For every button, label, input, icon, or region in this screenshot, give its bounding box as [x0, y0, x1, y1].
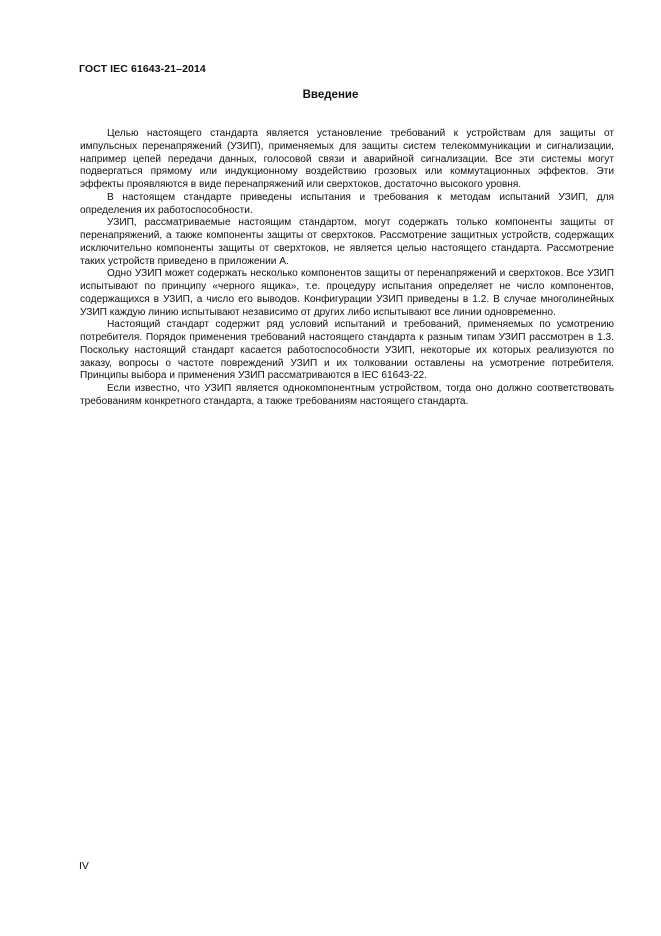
paragraph: В настоящем стандарте приведены испытания и требования к методам испытаний УЗИП, для определения их работоспособности.	[80, 191, 614, 216]
paragraph: Если известно, что УЗИП является однокомпонентным устройством, тогда оно должно соответствовать требованиям конкретного стандарта, а также требованиям настоящего стандарта.	[80, 383, 614, 407]
page-number: IV	[79, 860, 89, 872]
paragraph: Одно УЗИП может содержать несколько компонентов защиты от перенапряжений и сверхтоков. Все УЗИП испытывают по принципу «черного ящика», т.е. процедуру испытания определяет не число компонентов, содержащихся в УЗИП, а число его выводов. Конфигурации УЗИП приведены в 1.2. В случае многолинейных УЗИП каждую линию испытывают независимо от других либо испытывают все линии одновременно.	[80, 268, 614, 318]
paragraph: УЗИП, рассматриваемые настоящим стандартом, могут содержать только компоненты защиты от перенапряжений, а также компоненты защиты от сверхтоков. Рассмотрение защитных устройств, содержащих исключительно компоненты защиты от сверхтоков, не является целью настоящего стандарта. Рассмотрение таких устройств приведено в приложении А.	[80, 217, 614, 267]
section-title: Введение	[302, 89, 359, 101]
paragraph: Настоящий стандарт содержит ряд условий испытаний и требований, применяемых по усмотрению потребителя. Порядок применения требований настоящего стандарта к разным типам УЗИП рассмотрен в 1.3. Поскольку настоящий стандарт касается работоспособности УЗИП, некоторые их которых реализуются по заказу, вопросы о частоте повреждений УЗИП и их толковании оставлены на усмотрение потребителя. Принципы выбора и применения УЗИП рассматриваются в IEC 61643-22.	[80, 319, 614, 382]
introduction-body	[80, 128, 614, 409]
standard-code-header: ГОСТ IEC 61643-21–2014	[79, 63, 206, 75]
paragraph: Целью настоящего стандарта является установление требований к устройствам для защиты от импульсных перенапряжений (УЗИП), применяемых для защиты систем телекоммуникации и сигнализации, например цепей передачи данных, голосовой связи и аварийной сигнализации. Все эти системы могут подвергаться прямому или индукционному воздействию грозовых или коммутационных эффектов. Эти эффекты проявляются в виде перенапряжений или сверхтоков, достаточно высокого уровня.	[80, 128, 614, 190]
